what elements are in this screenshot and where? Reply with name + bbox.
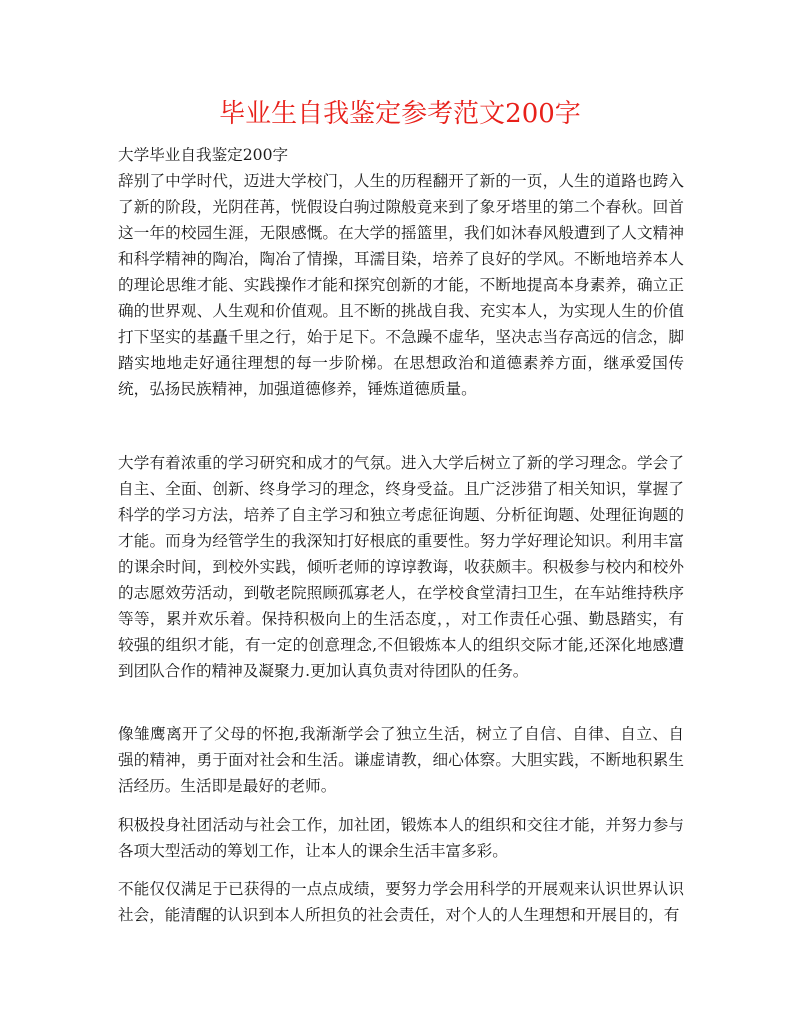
paragraph-4: 积极投身社团活动与社会工作，加社团，锻炼本人的组织和交往才能，并努力参与各项大型活动的筹划工作，让本人的课余生活丰富多彩。 <box>118 816 684 860</box>
paragraph-5: 不能仅仅满足于已获得的一点点成绩，要努力学会用科学的开展观来认识世界认识社会，能清醒的认识到本人所担负的社会责任，对个人的人生理想和开展目的，有 <box>118 880 684 924</box>
document-subtitle: 大学毕业自我鉴定200字 <box>118 146 289 164</box>
paragraph-2: 大学有着浓重的学习研究和成才的气氛。进入大学后树立了新的学习理念。学会了自主、全面、创新、终身学习的理念，终身受益。且广泛涉猎了相关知识，掌握了科学的学习方法，培养了自主学习和独立考虑征询题、分析征询题、处理征询题的才能。而身为经管学生的我深知打好根底的重要性。努力学好理论知识。利用丰富的课余时间，到校外实践，倾听老师的谆谆教诲，收获颇丰。积极参与校内和校外的志愿效劳活动，到敬老院照顾孤寡老人，在学校食堂清扫卫生，在车站维持秩序等等，累并欢乐着。保持积极向上的生活态度，，对工作责任心强、勤恳踏实，有较强的组织才能，有一定的创意理念,不但锻炼本人的组织交际才能,还深化地感遭到团队合作的精神及凝聚力.更加认真负责对待团队的任务。 <box>118 454 684 680</box>
document-title: 毕业生自我鉴定参考范文200字 <box>219 99 581 129</box>
paragraph-1: 辞别了中学时代，迈进大学校门，人生的历程翻开了新的一页，人生的道路也跨入了新的阶段，光阴荏苒，恍假设白驹过隙般竟来到了象牙塔里的第二个春秋。回首这一年的校园生涯，无限感慨。在大学的摇篮里，我们如沐春风般遭到了人文精神和科学精神的陶冶，陶冶了情操，耳濡目染，培养了良好的学风。不断地培养本人的理论思维才能、实践操作才能和探究创新的才能，不断地提高本身素养，确立正确的世界观、人生观和价值观。且不断的挑战自我、充实本人，为实现人生的价值打下坚实的基矗千里之行，始于足下。不急躁不虚华，坚决志当存高远的信念，脚踏实地地走好通往理想的每一步阶梯。在思想政治和道德素养方面，继承爱国传统，弘扬民族精神，加强道德修养，锤炼道德质量。 <box>118 172 684 398</box>
paragraph-3: 像雏鹰离开了父母的怀抱,我渐渐学会了独立生活，树立了自信、自律、自立、自强的精神，勇于面对社会和生活。谦虚请教，细心体察。大胆实践，不断地积累生活经历。生活即是最好的老师。 <box>118 725 684 795</box>
